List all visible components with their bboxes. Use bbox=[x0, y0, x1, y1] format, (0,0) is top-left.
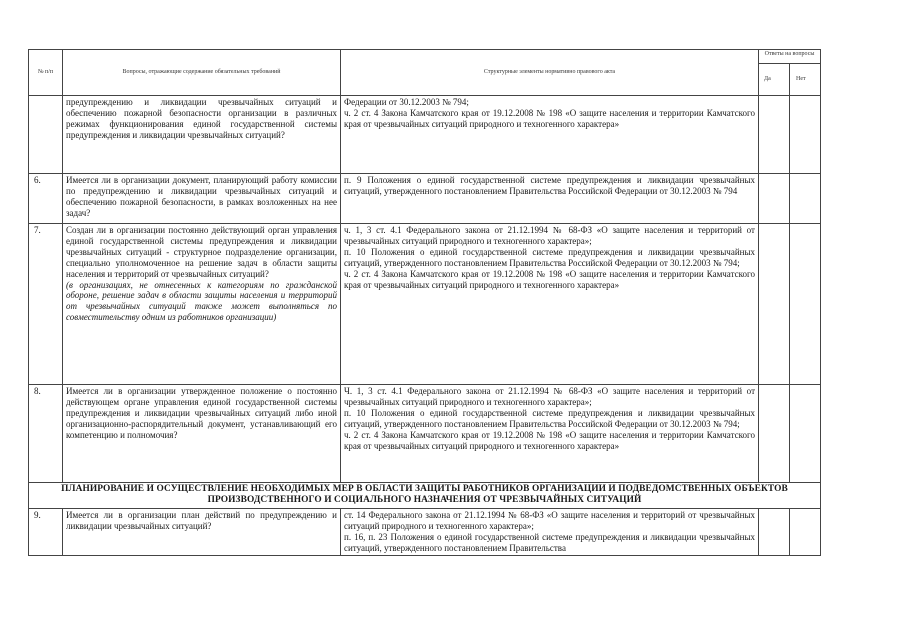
question-text: Создан ли в организации постоянно действующий орган управления единой государственной системы предупреждения и ликвидации чрезвычайных ситуаций - структурное подразделение организации, специально уполномоченное на решение задач в области защиты населения и территорий от чрезвычайных ситуаций? bbox=[66, 225, 337, 279]
element-ref: Федерации от 30.12.2003 № 794; bbox=[344, 97, 469, 107]
row-number: 8. bbox=[29, 385, 63, 483]
answer-yes-cell[interactable] bbox=[759, 224, 790, 385]
table-row bbox=[29, 96, 821, 174]
row-number: 6. bbox=[29, 174, 63, 224]
row-number bbox=[29, 96, 63, 174]
answer-yes-cell[interactable] bbox=[759, 509, 790, 556]
row-elements bbox=[341, 509, 759, 556]
header-question: Вопросы, отражающие содержание обязательных требований bbox=[63, 50, 341, 96]
element-ref: ч. 2 ст. 4 Закона Камчатского края от 19.12.2008 № 198 «О защите населения и территории Камчатского края от чрезвычайных ситуаций природного и техногенного характера» bbox=[344, 429, 755, 451]
element-ref: п. 10 Положения о единой государственной системе предупреждения и ликвидации чрезвычайных ситуаций, утвержденного постановлением Правительства Российской Федерации от 30.12.2003 № 794; bbox=[344, 246, 755, 268]
answer-yes-cell[interactable] bbox=[759, 96, 790, 174]
row-number: 9. bbox=[29, 509, 63, 556]
element-ref: ч. 2 ст. 4 Закона Камчатского края от 19.12.2008 № 198 «О защите населения и территории Камчатского края от чрезвычайных ситуаций природного и техногенного характера» bbox=[344, 268, 755, 290]
row-elements bbox=[341, 224, 759, 385]
answer-no-cell[interactable] bbox=[790, 96, 821, 174]
answer-yes-cell[interactable] bbox=[759, 174, 790, 224]
table-row bbox=[29, 385, 821, 483]
answer-no-cell[interactable] bbox=[790, 385, 821, 483]
element-ref: ст. 14 Федерального закона от 21.12.1994 № 68-ФЗ «О защите населения и территорий от чрезвычайных ситуаций природного и техногенного характера»; bbox=[344, 510, 755, 531]
row-number: 7. bbox=[29, 224, 63, 385]
row-question: Имеется ли в организации утвержденное положение о постоянно действующем органе управления единой государственной системы предупреждения и ликвидации чрезвычайных ситуаций либо иной организационно-распорядительный документ, устанавливающий его компетенцию и полномочия? bbox=[63, 385, 341, 483]
header-yes: Да bbox=[759, 64, 790, 96]
row-question: предупреждению и ликвидации чрезвычайных ситуаций и обеспечению пожарной безопасности организации в различных режимах функционирования единой государственной системы предупреждения и ликвидации чрезвычайных ситуаций? bbox=[63, 96, 341, 174]
element-ref: ч. 1, 3 ст. 4.1 Федерального закона от 21.12.1994 № 68-ФЗ «О защите населения и территорий от чрезвычайных ситуаций природного и техногенного характера»; bbox=[344, 225, 755, 246]
section-title: ПЛАНИРОВАНИЕ И ОСУЩЕСТВЛЕНИЕ НЕОБХОДИМЫХ МЕР В ОБЛАСТИ ЗАЩИТЫ РАБОТНИКОВ ОРГАНИЗАЦИИ И ПОДВЕДОМСТВЕННЫХ ОБЪЕКТОВ ПРОИЗВОДСТВЕННОГО И СОЦИАЛЬНОГО НАЗНАЧЕНИЯ ОТ ЧРЕЗВЫЧАЙНЫХ СИТУАЦИЙ bbox=[29, 483, 821, 509]
answer-no-cell[interactable] bbox=[790, 174, 821, 224]
element-ref: Ч. 1, 3 ст. 4.1 Федерального закона от 21.12.1994 № 68-ФЗ «О защите населения и территорий от чрезвычайных ситуаций природного и техногенного характера»; bbox=[344, 386, 755, 407]
question-note: (в организациях, не отнесенных к категориям по гражданской обороне, решение задач в области защиты населения и территорий от чрезвычайных ситуаций также может выполняться по совместительству одним из работников организации) bbox=[66, 279, 337, 323]
table-row bbox=[29, 174, 821, 224]
header-num: № п/п bbox=[29, 50, 63, 96]
section-header-row bbox=[29, 483, 821, 509]
table-header-row bbox=[29, 50, 821, 64]
row-elements bbox=[341, 385, 759, 483]
answer-yes-cell[interactable] bbox=[759, 385, 790, 483]
table-row bbox=[29, 509, 821, 556]
row-elements bbox=[341, 96, 759, 174]
element-ref: п. 16, п. 23 Положения о единой государственной системе предупреждения и ликвидации чрезвычайных ситуаций, утвержденного постановлением Правительства bbox=[344, 531, 755, 553]
header-elements: Структурные элементы нормативно правового акта bbox=[341, 50, 759, 96]
header-no: Нет bbox=[790, 64, 821, 96]
header-answers: Ответы на вопросы bbox=[759, 50, 821, 64]
row-elements bbox=[341, 174, 759, 224]
element-ref: п. 9 Положения о единой государственной системе предупреждения и ликвидации чрезвычайных ситуаций, утвержденного постановлением Правительства Российской Федерации от 30.12.2003 № 794 bbox=[344, 175, 755, 196]
row-question: Имеется ли в организации план действий по предупреждению и ликвидации чрезвычайных ситуаций? bbox=[63, 509, 341, 556]
requirements-table bbox=[28, 49, 821, 556]
row-question: Имеется ли в организации документ, планирующий работу комиссии по предупреждению и ликвидации чрезвычайных ситуаций и обеспечению пожарной безопасности, в рамках возложенных на нее задач? bbox=[63, 174, 341, 224]
answer-no-cell[interactable] bbox=[790, 509, 821, 556]
answer-no-cell[interactable] bbox=[790, 224, 821, 385]
element-ref: п. 10 Положения о единой государственной системе предупреждения и ликвидации чрезвычайных ситуаций, утвержденного постановлением Правительства Российской Федерации от 30.12.2003 № 794; bbox=[344, 407, 755, 429]
table-row bbox=[29, 224, 821, 385]
element-ref: ч. 2 ст. 4 Закона Камчатского края от 19.12.2008 № 198 «О защите населения и территории Камчатского края от чрезвычайных ситуаций природного и техногенного характера» bbox=[344, 107, 755, 129]
row-question bbox=[63, 224, 341, 385]
